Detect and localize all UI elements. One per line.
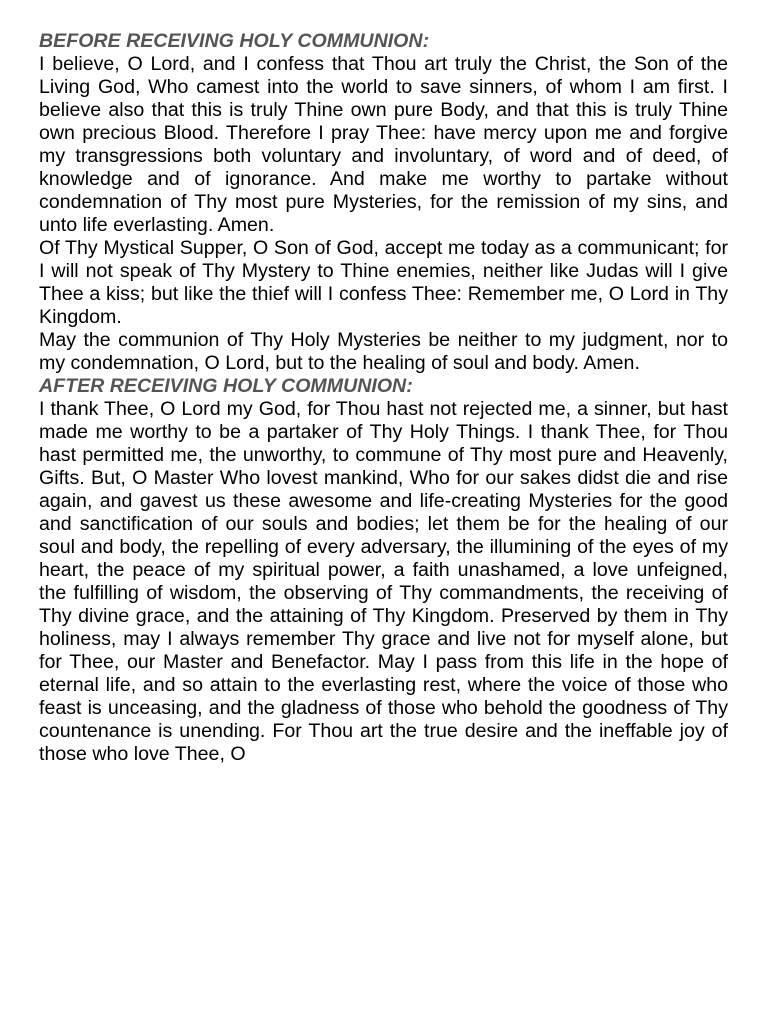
heading-text: BEFORE RECEIVING HOLY COMMUNION <box>39 30 423 52</box>
prayer-paragraph: May the communion of Thy Holy Mysteries be neither to my judgment, nor to my condemnation, O Lord, but to the healing of soul and body. Amen. <box>39 329 728 374</box>
heading-colon: : <box>406 375 413 397</box>
section-heading-before <box>39 30 728 53</box>
heading-colon: : <box>422 30 430 52</box>
heading-text: AFTER RECEIVING HOLY COMMUNION <box>39 375 407 397</box>
prayer-paragraph: Of Thy Mystical Supper, O Son of God, accept me today as a communicant; for I will not speak of Thy Mystery to Thine enemies, neither like Judas will I give Thee a kiss; but like the thief will I confess Thee: Remember me, O Lord in Thy Kingdom. <box>39 237 728 328</box>
prayer-paragraph: I believe, O Lord, and I confess that Thou art truly the Christ, the Son of the Living God, Who camest into the world to save sinners, of whom I am first. I believe also that this is truly Thine own pure Body, and that this is truly Thine own precious Blood. Therefore I pray Thee: have mercy upon me and forgive my transgressions both voluntary and involuntary, of word and of deed, of knowledge and of ignorance. And make me worthy to partake without condemnation of Thy most pure Mysteries, for the remission of my sins, and unto life everlasting. Amen. <box>39 53 728 236</box>
section-heading-after <box>39 375 728 398</box>
prayer-paragraph: I thank Thee, O Lord my God, for Thou hast not rejected me, a sinner, but hast made me worthy to be a partaker of Thy Holy Things. I thank Thee, for Thou hast permitted me, the unworthy, to commune of Thy most pure and Heavenly, Gifts. But, O Master Who lovest mankind, Who for our sakes didst die and rise again, and gavest us these awesome and life-creating Mysteries for the good and sanctification of our souls and bodies; let them be for the healing of our soul and body, the repelling of every adversary, the illumining of the eyes of my heart, the peace of my spiritual power, a faith unashamed, a love unfeigned, the fulfilling of wisdom, the observing of Thy commandments, the receiving of Thy divine grace, and the attaining of Thy Kingdom. Preserved by them in Thy holiness, may I always remember Thy grace and live not for myself alone, but for Thee, our Master and Benefactor. May I pass from this life in the hope of eternal life, and so attain to the everlasting rest, where the voice of those who feast is unceasing, and the gladness of those who behold the goodness of Thy countenance is unending. For Thou art the true desire and the ineffable joy of those who love Thee, O <box>39 398 728 765</box>
prayer-page <box>39 30 728 766</box>
